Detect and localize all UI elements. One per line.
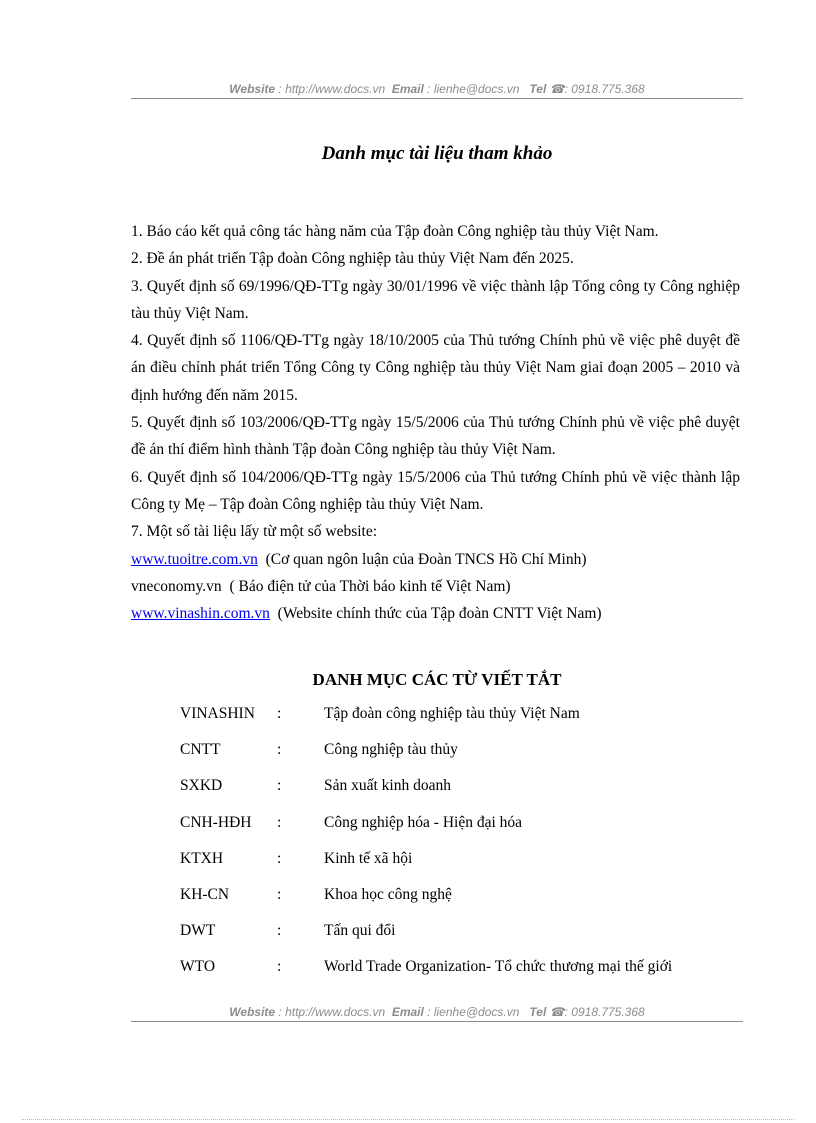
footer-email-value: : lienhe@docs.vn: [427, 1005, 520, 1019]
reference-item: 5. Quyết định số 103/2006/QĐ-TTg ngày 15/5/2006 của Thủ tướng Chính phủ về việc phê duyệt đề án thí điểm hình thành Tập đoàn Công nghiệp tàu thủy Việt Nam.: [131, 414, 740, 459]
abbreviations-title: DANH MỤC CÁC TỪ VIẾT TẮT: [312, 670, 562, 689]
reference-item: 7. Một số tài liệu lấy từ một số website:: [131, 523, 378, 541]
abbreviation-separator: :: [277, 958, 282, 976]
abbreviation-meaning: Tấn qui đổi: [324, 922, 396, 940]
website-reference: [131, 546, 740, 573]
abbreviation-meaning: Công nghiệp tàu thủy: [324, 741, 458, 759]
abbreviation-separator: :: [277, 741, 282, 759]
footer-tel-value: : 0918.775.368: [564, 1005, 645, 1019]
website-reference: [131, 573, 740, 600]
page-header: [131, 82, 743, 99]
website-description: (Cơ quan ngôn luận của Đoàn TNCS Hồ Chí Minh): [265, 550, 587, 568]
abbreviation-meaning: Sản xuất kinh doanh: [324, 777, 451, 795]
abbreviation-row: [180, 886, 672, 922]
abbreviation-separator: :: [277, 813, 282, 831]
website-description: ( Báo điện tử của Thời báo kinh tế Việt Nam): [229, 577, 511, 595]
abbreviation-separator: :: [277, 705, 282, 722]
header-website-value: : http://www.docs.vn: [278, 82, 386, 96]
abbreviation-row: [180, 741, 672, 777]
footer-website-value: : http://www.docs.vn: [278, 1005, 386, 1019]
abbreviations-table: [180, 705, 672, 995]
header-website-label: Website: [229, 82, 276, 96]
abbreviation-code: WTO: [180, 958, 216, 976]
website-text-vneconomy: vneconomy.vn: [131, 577, 222, 595]
abbreviation-separator: :: [277, 885, 282, 903]
abbreviation-code: VINASHIN: [180, 705, 255, 722]
abbreviation-row: [180, 705, 672, 741]
website-link-vinashin[interactable]: www.vinashin.com.vn: [131, 605, 270, 623]
abbreviation-row: [180, 814, 672, 850]
reference-item: 1. Báo cáo kết quả công tác hàng năm của Tập đoàn Công nghiệp tàu thủy Việt Nam.: [131, 223, 659, 240]
abbreviation-meaning: Tập đoàn công nghiệp tàu thủy Việt Nam: [324, 705, 580, 722]
references-list: [131, 218, 740, 627]
header-email-label: Email: [391, 82, 424, 96]
abbreviation-meaning: World Trade Organization- Tổ chức thương mại thế giới: [324, 958, 673, 976]
reference-item: 4. Quyết định số 1106/QĐ-TTg ngày 18/10/2005 của Thủ tướng Chính phủ về việc phê duyệt đề án điều chỉnh phát triển Tổng Công ty Công nghiệp tàu thủy Việt Nam giai đoạn 2005 – 2010 và định hướng đến năm 2015.: [131, 332, 740, 404]
abbreviation-code: KH-CN: [180, 885, 230, 903]
reference-item: 3. Quyết định số 69/1996/QĐ-TTg ngày 30/01/1996 về việc thành lập Tổng công ty Công nghiệp tàu thủy Việt Nam.: [131, 277, 740, 322]
abbreviation-separator: :: [277, 849, 282, 867]
reference-item: 2. Đề án phát triển Tập đoàn Công nghiệp tàu thủy Việt Nam đến 2025.: [131, 250, 574, 268]
website-description: (Website chính thức của Tập đoàn CNTT Việt Nam): [277, 605, 602, 623]
abbreviation-separator: :: [277, 777, 282, 795]
footer-email-label: Email: [391, 1005, 424, 1019]
footer-tel-label: Tel: [529, 1005, 547, 1019]
reference-item: 6. Quyết định số 104/2006/QĐ-TTg ngày 15/5/2006 của Thủ tướng Chính phủ về việc thành lập Công ty Mẹ – Tập đoàn Công nghiệp tàu thủy Việt Nam.: [131, 468, 740, 513]
abbreviation-meaning: Khoa học công nghệ: [324, 885, 452, 903]
page-edge-divider: [22, 1119, 794, 1120]
phone-icon: ☎: [549, 82, 565, 96]
abbreviation-code: KTXH: [180, 849, 224, 867]
footer-website-label: Website: [229, 1005, 276, 1019]
abbreviation-meaning: Công nghiệp hóa - Hiện đại hóa: [324, 813, 523, 831]
abbreviation-row: [180, 958, 672, 994]
header-tel-value: : 0918.775.368: [564, 82, 645, 96]
references-title: Danh mục tài liệu tham khảo: [321, 143, 553, 164]
abbreviation-code: CNTT: [180, 741, 221, 759]
abbreviation-code: DWT: [180, 922, 216, 940]
header-email-value: : lienhe@docs.vn: [427, 82, 520, 96]
abbreviation-row: [180, 922, 672, 958]
abbreviation-meaning: Kinh tế xã hội: [324, 849, 413, 867]
abbreviation-code: SXKD: [180, 777, 223, 795]
abbreviation-separator: :: [277, 922, 282, 940]
phone-icon: ☎: [549, 1005, 565, 1019]
page-footer: [131, 1005, 743, 1022]
website-reference: [131, 600, 740, 627]
abbreviation-row: [180, 777, 672, 813]
abbreviation-row: [180, 850, 672, 886]
abbreviation-code: CNH-HĐH: [180, 813, 252, 831]
website-link-tuoitre[interactable]: www.tuoitre.com.vn: [131, 550, 258, 568]
header-tel-label: Tel: [529, 82, 547, 96]
